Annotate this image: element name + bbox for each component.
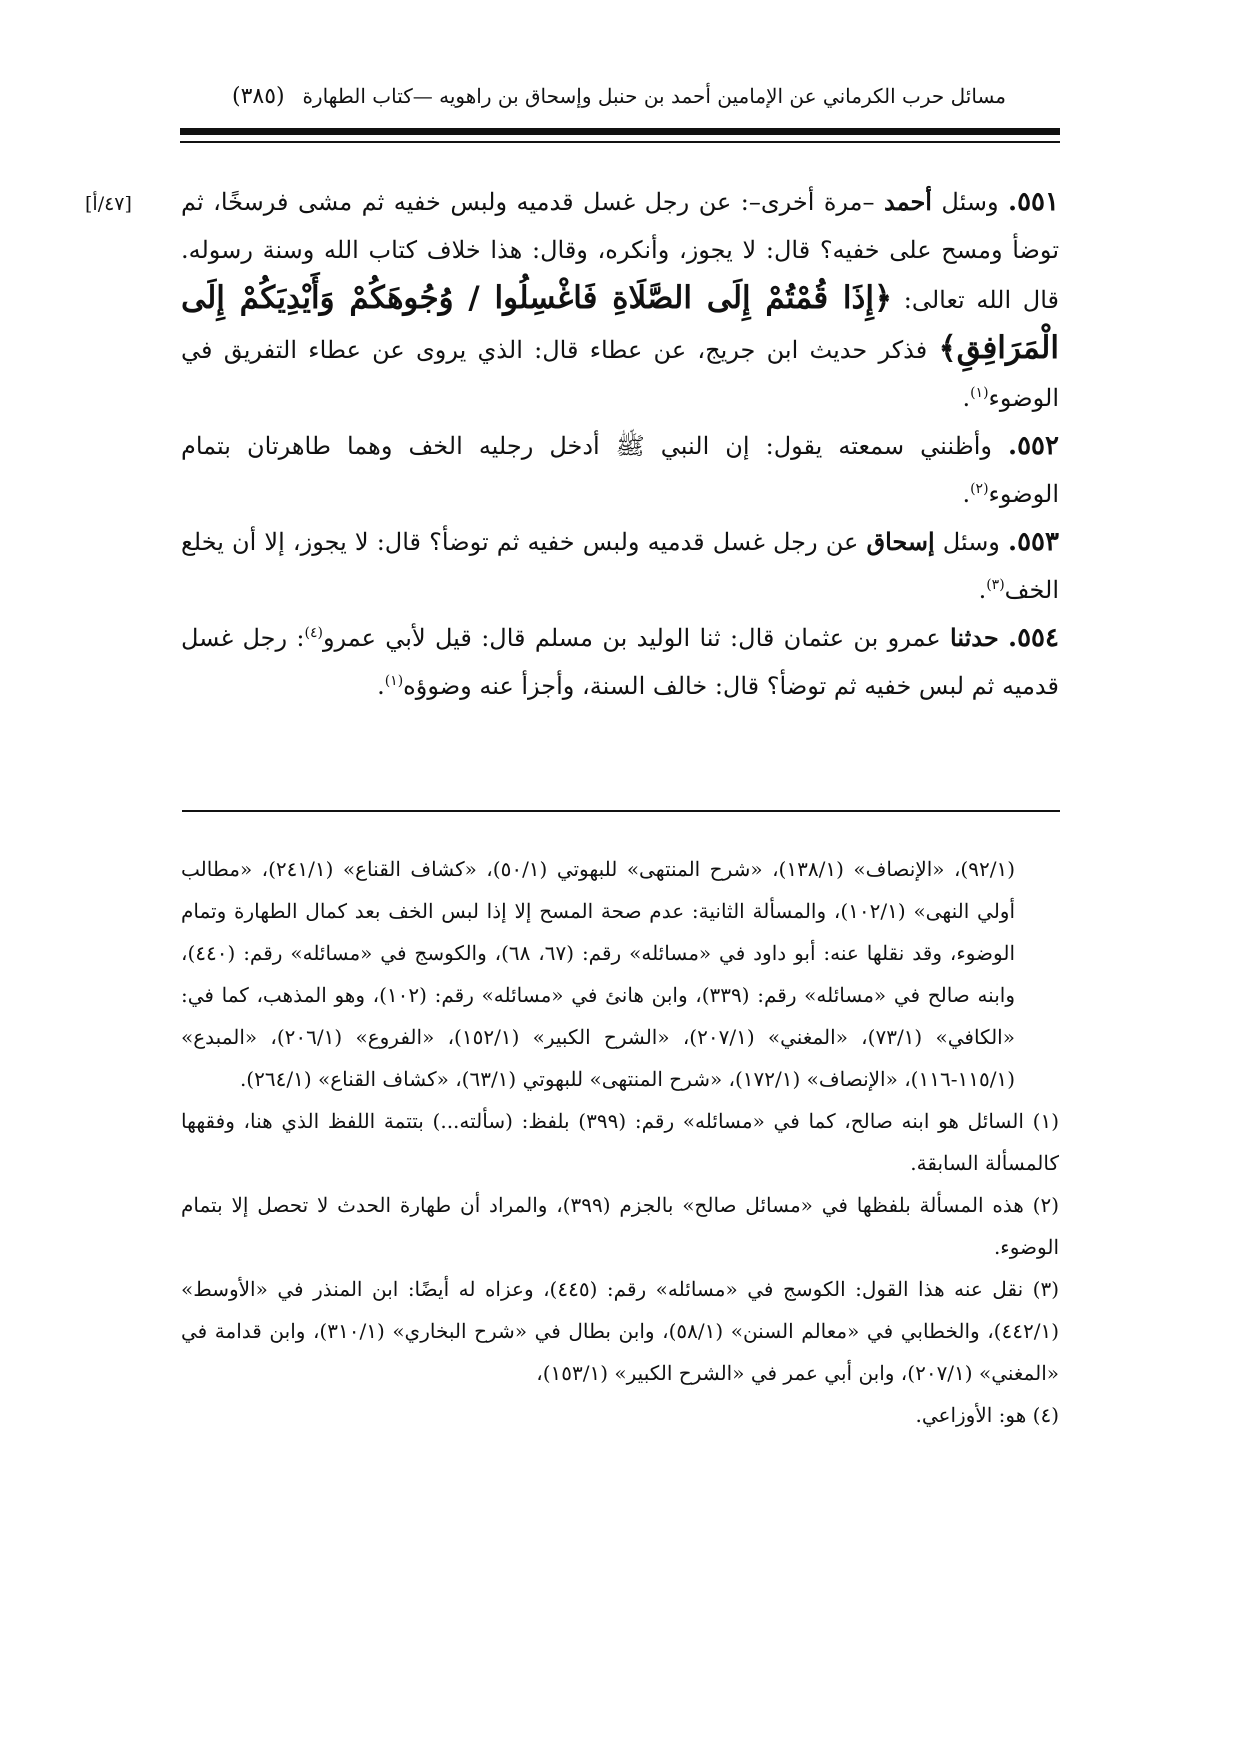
footnote-2: (٢) هذه المسألة بلفظها في «مسائل صالح» بالجزم (٣٩٩)، والمراد أن طهارة الحدث لا تحصل إلا بتمام الوضوء.	[181, 1193, 1059, 1259]
folio-marker: [٤٧/أ]	[85, 193, 132, 215]
footnote-ref[interactable]: (١)	[384, 673, 404, 689]
issue-552	[181, 422, 1059, 518]
footnote-ref[interactable]: (١)	[970, 385, 989, 401]
issue-text: –مرة أخرى–: عن رجل غسل قدميه ولبس خفيه ثم مشى فرسخًا، ثم توضأ ومسح على خفيه؟ قال: لا يجوز، وأنكره، وقال: هذا خلاف كتاب الله وسنة رسوله. قال الله تعالى:	[181, 188, 1059, 314]
page-header	[0, 84, 1241, 118]
footnote-carryover: (٩٢/١)، «الإنصاف» (١٣٨/١)، «شرح المنتهى» للبهوتي (٥٠/١)، «كشاف القناع» (٢٤١/١)، «مطالب أولي النهى» (١٠٢/١)، والمسألة الثانية: عدم صحة المسح إلا إذا لبس الخف بعد كمال الطهارة وتمام الوضوء، وقد نقلها عنه: أبو داود في «مسائله» رقم: (٦٧، ٦٨)، والكوسج في «مسائله» رقم: (٤٤٠)، وابنه صالح في «مسائله» رقم: (٣٣٩)، وابن هانئ في «مسائله» رقم: (١٠٢)، وهو المذهب، كما في: «الكافي» (٧٣/١)، «المغني» (٢٠٧/١)، «الشرح الكبير» (١٥٢/١)، «الفروع» (٢٠٦/١)، «المبدع» (١١٥/١-١١٦)، «الإنصاف» (١٧٢/١)، «شرح المنتهى» للبهوتي (٦٣/١)، «كشاف القناع» (٢٦٤/١).	[181, 857, 1016, 1091]
quran-verse: ﴿إِذَا قُمْتُمْ إِلَى الصَّلَاةِ فَاغْسِلُوا / وُجُوهَكُمْ وَأَيْدِيَكُمْ إِلَى الْمَرَافِقِ﴾	[181, 280, 1059, 366]
issue-prefix: وسئل	[941, 188, 999, 216]
issue-text: عمرو بن عثمان قال: ثنا الوليد بن مسلم قال: قيل لأبي عمرو	[322, 624, 941, 652]
issue-554	[181, 614, 1059, 710]
footnote-ref[interactable]: (٣)	[986, 577, 1005, 593]
scholar-name: أحمد	[883, 187, 932, 216]
scholar-name: إسحاق	[866, 527, 935, 556]
running-title: مسائل حرب الكرماني عن الإمامين أحمد بن حنبل وإسحاق بن راهويه —كتاب الطهارة	[302, 84, 1006, 108]
issue-text-continued: : رجل غسل قدميه ثم لبس خفيه ثم توضأ؟ قال: خالف السنة، وأجزأ عنه وضوؤه	[181, 624, 1059, 700]
footnote-3: (٣) نقل عنه هذا القول: الكوسج في «مسائله» رقم: (٤٤٥)، وعزاه له أيضًا: ابن المنذر في «الأوسط» (٤٤٢/١)، والخطابي في «معالم السنن» (٥٨/١)، وابن بطال في «شرح البخاري» (٣١٠/١)، وابن قدامة في «المغني» (٢٠٧/١)، وابن أبي عمر في «الشرح الكبير» (١٥٣/١)،	[181, 1277, 1060, 1385]
narration-lead: حدثنا	[950, 623, 999, 652]
header-rule-thin	[180, 141, 1060, 143]
issue-text: وأظنني سمعته يقول: إن النبي ﷺ أدخل رجليه الخف وهما طاهرتان بتمام الوضوء	[181, 432, 1059, 508]
issue-number: ٥٥١.	[1008, 187, 1059, 217]
issue-number: ٥٥٣.	[1008, 527, 1059, 557]
footnotes	[181, 848, 1059, 1436]
issue-number: ٥٥٢.	[1008, 431, 1059, 461]
footnote-ref[interactable]: (٤)	[304, 625, 323, 641]
issue-prefix: وسئل	[942, 528, 1000, 556]
footnote-1: (١) السائل هو ابنه صالح، كما في «مسائله» رقم: (٣٩٩) بلفظ: (سألته...) بتتمة اللفظ الذي هنا، وفقهها كالمسألة السابقة.	[181, 1109, 1060, 1175]
issue-text-continued: فذكر حديث ابن جريج، عن عطاء قال: الذي يروى عن عطاء التفريق في الوضوء	[181, 336, 1059, 412]
issue-text: عن رجل غسل قدميه ولبس خفيه ثم توضأ؟ قال: لا يجوز، إلا أن يخلع الخف	[181, 528, 1059, 604]
footnote-4: (٤) هو: الأوزاعي.	[915, 1403, 1059, 1427]
end-period: .	[978, 576, 987, 604]
header-rule-thick	[180, 128, 1060, 135]
footnote-separator	[182, 810, 1060, 812]
issue-551	[181, 178, 1059, 422]
issue-number: ٥٥٤.	[1008, 623, 1059, 653]
page-number: (٣٨٥)	[232, 84, 285, 109]
end-period: .	[962, 384, 971, 412]
end-period: .	[962, 480, 971, 508]
main-text	[181, 178, 1059, 710]
footnote-ref[interactable]: (٢)	[970, 481, 989, 497]
issue-553	[181, 518, 1059, 614]
end-period: .	[377, 672, 385, 700]
